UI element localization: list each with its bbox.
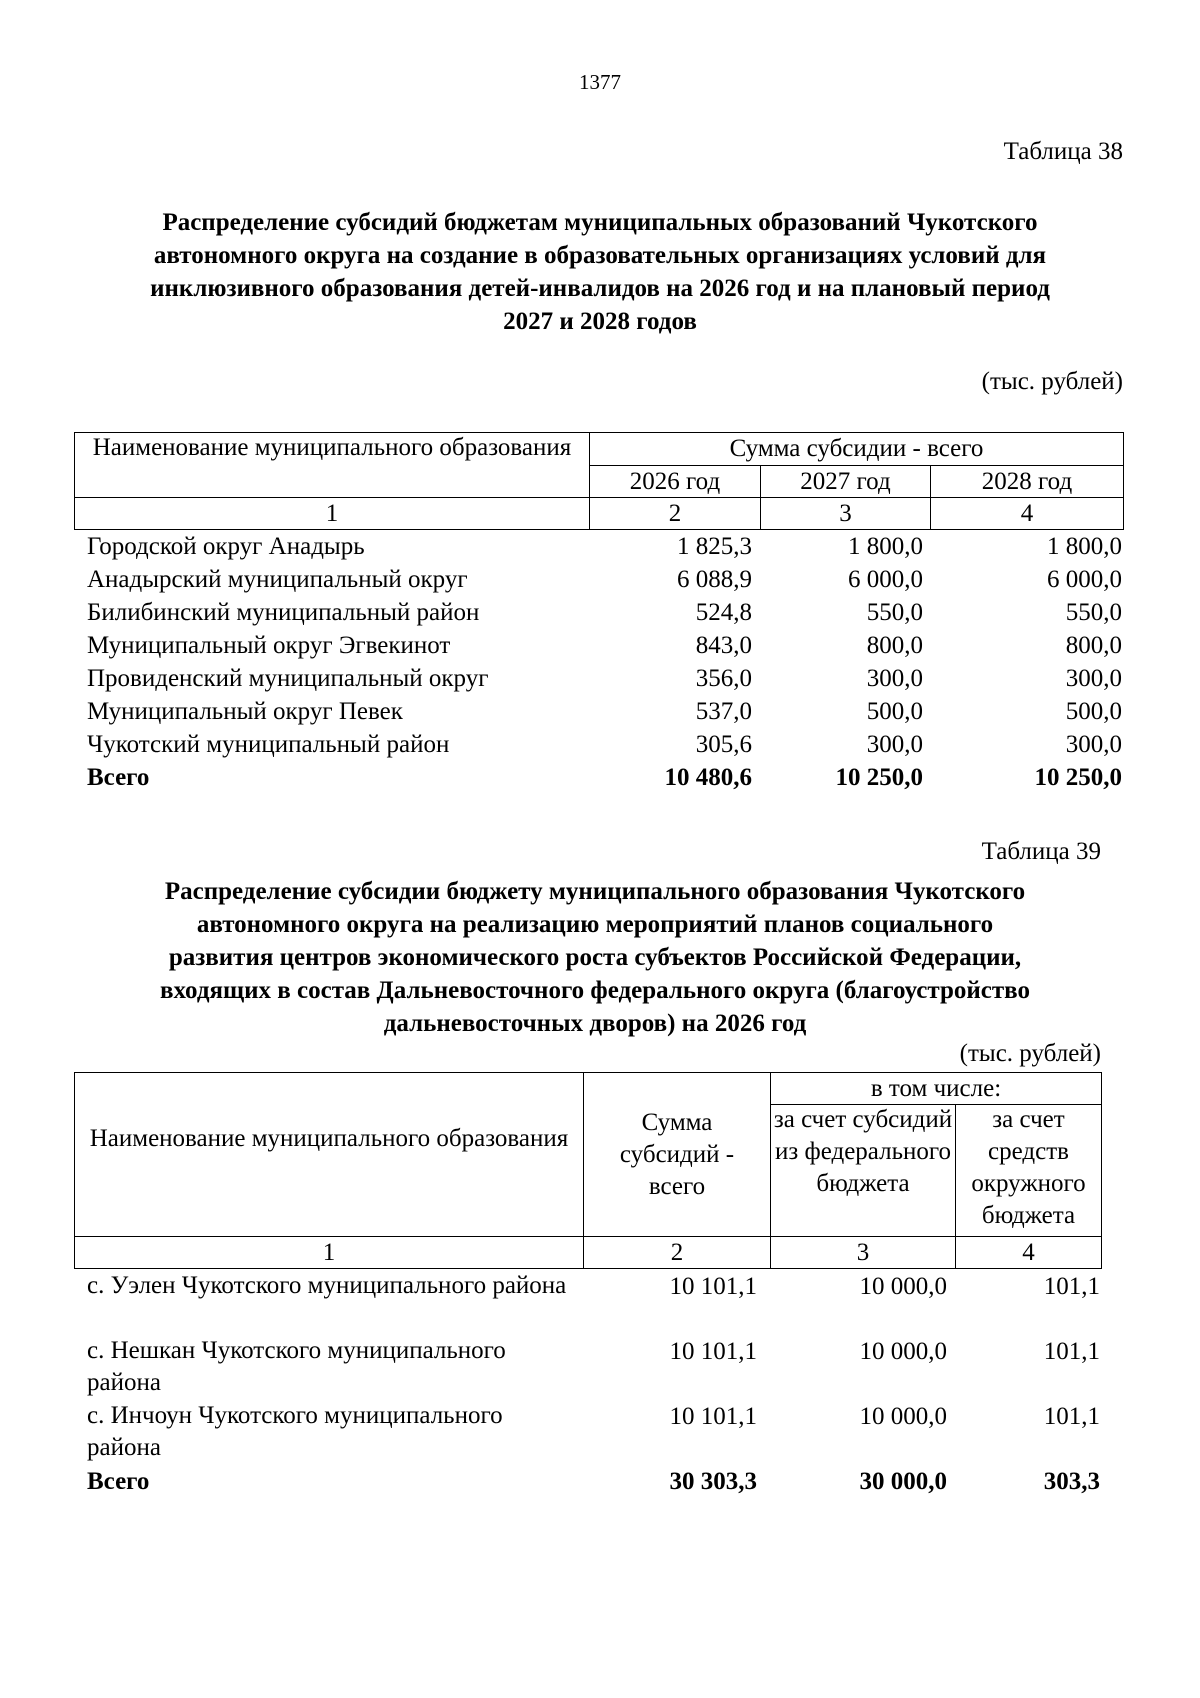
table-39-header-federal: за счет субсидий из федерального бюджета (773, 1106, 953, 1197)
table-39-cell: 10 101,1 (669, 1338, 757, 1365)
table-38-total-cell: 10 250,0 (1034, 764, 1122, 791)
table-38-row-name: Билибинский муниципальный район (87, 599, 480, 626)
table-38-cell: 843,0 (695, 632, 752, 659)
table-38-row-name: Провиденский муниципальный округ (87, 665, 489, 692)
table-38-header-year: 2028 год (981, 468, 1073, 495)
table-38-title-line: Распределение субсидий бюджетам муниципальных образований Чукотского (162, 209, 1038, 236)
table-38-cell: 537,0 (695, 698, 752, 725)
table-39-cell: 10 000,0 (859, 1338, 947, 1365)
table-39-title-line: входящих в состав Дальневосточного федерального округа (благоустройство (160, 977, 1030, 1004)
table-38-cell: 6 000,0 (848, 566, 923, 593)
table-38-row-name: Муниципальный округ Певек (87, 698, 403, 725)
table-39-total-cell: 303,3 (1043, 1468, 1100, 1495)
table-39-header-regional: за счет средств окружного бюджета (971, 1106, 1086, 1229)
table-38-column-number: 1 (325, 500, 339, 527)
table-39-total-label: Всего (87, 1468, 150, 1495)
table-38-cell: 524,8 (695, 599, 752, 626)
table-39-title-line: дальневосточных дворов) на 2026 год (383, 1010, 807, 1037)
table-39-cell: 10 000,0 (859, 1273, 947, 1300)
table-39-row-name: с. Уэлен Чукотского муниципального района (87, 1272, 567, 1299)
table-38-row-name: Чукотский муниципальный район (87, 731, 450, 758)
table-38-total-cell: 10 250,0 (835, 764, 923, 791)
table-38-cell: 800,0 (1065, 632, 1122, 659)
table-38-cell: 300,0 (1065, 731, 1122, 758)
table-38-cell: 305,6 (695, 731, 752, 758)
table-39-total-cell: 30 303,3 (669, 1468, 757, 1495)
table-39-column-number: 2 (670, 1239, 684, 1266)
table-38-header-name: Наименование муниципального образования (92, 434, 572, 461)
table-39-header-sum: Сумма субсидий - всего (619, 1109, 735, 1200)
table-38-cell: 6 088,9 (677, 566, 752, 593)
table-39-cell: 10 101,1 (669, 1403, 757, 1430)
table-38-row-name: Муниципальный округ Эгвекинот (87, 632, 451, 659)
table-39-cell: 101,1 (1043, 1338, 1100, 1365)
table-38-cell: 300,0 (866, 731, 923, 758)
table-39-cell: 10 000,0 (859, 1403, 947, 1430)
table-39-units: (тыс. рублей) (959, 1040, 1101, 1067)
table-38-cell: 500,0 (1065, 698, 1122, 725)
table-38-title-line: 2027 и 2028 годов (503, 308, 697, 335)
table-39-column-number: 1 (322, 1239, 336, 1266)
table-38-units: (тыс. рублей) (981, 368, 1123, 395)
table-39-header-including: в том числе: (870, 1075, 1002, 1102)
table-38-column-number: 3 (839, 500, 852, 527)
table-38-row-name: Городской округ Анадырь (87, 533, 365, 560)
table-39-cell: 101,1 (1043, 1403, 1100, 1430)
table-39-row-name: с. Инчоун Чукотского муниципального района (87, 1402, 503, 1461)
table-38-cell: 1 800,0 (848, 533, 923, 560)
table-39-column-number: 3 (856, 1239, 870, 1266)
table-38-cell: 1 825,3 (677, 533, 752, 560)
table-39-title-line: Распределение субсидии бюджету муниципального образования Чукотского (164, 878, 1026, 905)
table-38-total-label: Всего (87, 764, 150, 791)
table-38-cell: 1 800,0 (1047, 533, 1122, 560)
table-38-total-cell: 10 480,6 (664, 764, 752, 791)
table-38-column-number: 2 (668, 500, 682, 527)
table-39-title-line: автономного округа на реализацию мероприятий планов социального (196, 911, 994, 938)
table-38-label: Таблица 38 (1003, 138, 1123, 165)
table-39-cell: 101,1 (1043, 1273, 1100, 1300)
table-38-cell: 500,0 (866, 698, 923, 725)
page-number: 1377 (579, 70, 621, 94)
table-39-column-number: 4 (1022, 1239, 1035, 1266)
table-38-header-year: 2027 год (800, 468, 891, 495)
table-38-column-number: 4 (1020, 500, 1034, 527)
table-38-cell: 800,0 (866, 632, 923, 659)
table-39-label: Таблица 39 (981, 838, 1101, 865)
table-38-header-year: 2026 год (629, 468, 721, 495)
table-38-cell: 550,0 (866, 599, 923, 626)
table-38-row-name: Анадырский муниципальный округ (87, 566, 468, 593)
table-38-cell: 6 000,0 (1047, 566, 1122, 593)
table-38-cell: 300,0 (1065, 665, 1122, 692)
table-38-cell: 356,0 (695, 665, 752, 692)
table-38-cell: 550,0 (1065, 599, 1122, 626)
table-38-title-line: инклюзивного образования детей-инвалидов на 2026 год и на плановый период (150, 275, 1050, 302)
table-38-cell: 300,0 (866, 665, 923, 692)
table-39-header-name: Наименование муниципального образования (89, 1125, 569, 1152)
table-39-row-name: с. Нешкан Чукотского муниципального района (87, 1337, 506, 1396)
table-39-title-line: развития центров экономического роста субъектов Российской Федерации, (168, 944, 1022, 971)
table-39-total-cell: 30 000,0 (859, 1468, 947, 1495)
table-39-border-right (1101, 1072, 1102, 1268)
table-38-header-sum: Сумма субсидии - всего (729, 435, 984, 462)
table-38-title-line: автономного округа на создание в образовательных организациях условий для (153, 242, 1047, 269)
table-39-cell: 10 101,1 (669, 1273, 757, 1300)
